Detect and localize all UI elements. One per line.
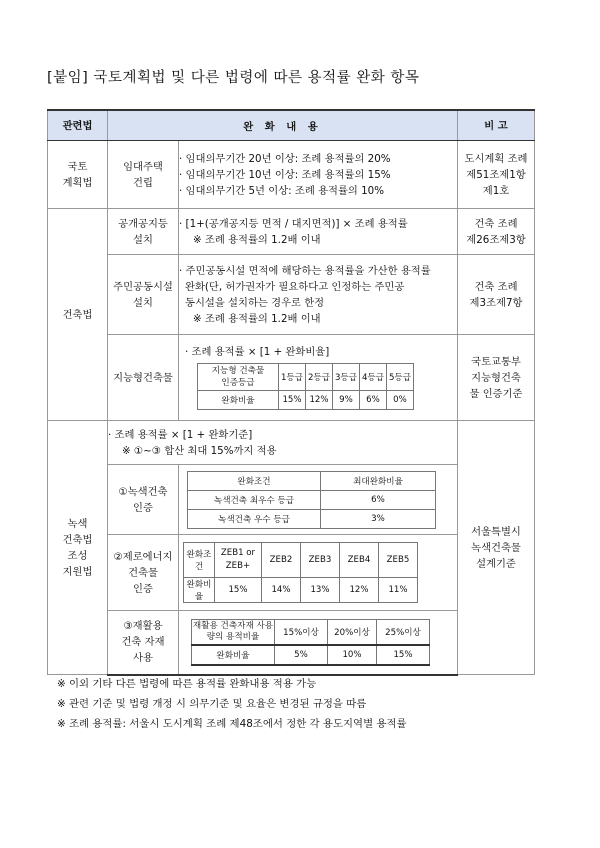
grade-cell: ZEB5 xyxy=(379,543,418,578)
content-line: · 임대의무기간 20년 이상: 조례 용적률의 20% xyxy=(179,152,391,165)
content-cell xyxy=(179,465,458,535)
note-text: 건축 조례 xyxy=(474,280,518,293)
content-cell xyxy=(179,335,458,421)
item-text: 건립 xyxy=(133,176,153,189)
item-text: 공개공지등 xyxy=(118,217,168,230)
recycled-material-table xyxy=(191,619,430,666)
item-cell xyxy=(108,255,179,335)
item-text: 사용 xyxy=(133,652,153,665)
rate-cell: 11% xyxy=(379,578,418,603)
header-note: 비 고 xyxy=(458,110,535,141)
rate-cell: 6% xyxy=(321,490,436,509)
note-text: 제1호 xyxy=(482,184,510,197)
footnotes xyxy=(57,674,407,734)
law-cell xyxy=(48,421,108,675)
content-line: ※ ①~③ 합산 최대 15%까지 적용 xyxy=(122,444,277,457)
green-cert-table xyxy=(187,471,436,529)
item-text: 건축 자재 xyxy=(121,636,165,649)
sub-header: 최대완화비율 xyxy=(321,471,436,490)
grade-cell: 20%이상 xyxy=(328,619,377,645)
content-cell xyxy=(179,209,458,255)
grade-cell: ZEB1 or ZEB+ xyxy=(215,543,262,578)
law-cell: 건축법 xyxy=(48,209,108,421)
rate-cell: 12% xyxy=(340,578,379,603)
rate-cell: 0% xyxy=(387,390,414,409)
table-row xyxy=(48,335,535,421)
relaxation-table xyxy=(47,109,535,676)
item-cell xyxy=(108,535,179,611)
law-text: 조성 xyxy=(67,549,88,562)
table-row xyxy=(48,209,535,255)
grade-cell: 5등급 xyxy=(387,363,414,390)
note-text: 도시계획 조례 xyxy=(464,152,528,165)
sub-header: 완화조건 xyxy=(188,471,321,490)
note-text: 국토교통부 xyxy=(471,355,521,368)
header-content: 완 화 내 용 xyxy=(108,110,458,141)
item-text: ③재활용 xyxy=(123,620,163,633)
sub-row-label: 녹색건축 우수 등급 xyxy=(188,509,321,528)
grade-cell: 3등급 xyxy=(333,363,360,390)
item-cell xyxy=(108,465,179,535)
content-line: ※ 조례 용적률의 1.2배 이내 xyxy=(193,233,321,246)
item-cell xyxy=(108,209,179,255)
note-cell xyxy=(458,335,535,421)
note-cell xyxy=(458,421,535,675)
note-text: 건축 조례 xyxy=(474,217,518,230)
item-text: 인증 xyxy=(133,501,153,514)
content-cell xyxy=(108,421,458,465)
rate-cell: 10% xyxy=(328,645,377,665)
rate-cell: 12% xyxy=(306,390,333,409)
content-line: · 임대의무기간 10년 이상: 조례 용적률의 15% xyxy=(179,168,391,181)
sub-header xyxy=(198,363,279,390)
sub-row-label: 완화비율 xyxy=(198,390,279,409)
item-text: 임대주택 xyxy=(123,160,163,173)
sub-row-label: 완화조건 xyxy=(184,543,215,578)
table-row xyxy=(48,255,535,335)
content-line: · 조례 용적률 × [1 + 완화기준] xyxy=(108,428,253,441)
law-text: 건축법 xyxy=(62,533,93,546)
item-text: ②제로에너지 xyxy=(113,550,173,563)
rate-cell: 15% xyxy=(215,578,262,603)
content-line: · 조례 용적률 × [1 + 완화비율] xyxy=(185,345,330,358)
item-text: 건축물 xyxy=(128,566,158,579)
sub-header-text: 인증등급 xyxy=(221,377,255,388)
note-text: 설계기준 xyxy=(476,557,516,570)
grade-cell: ZEB3 xyxy=(301,543,340,578)
content-line: ※ 조례 용적률의 1.2배 이내 xyxy=(193,312,321,325)
rate-cell: 3% xyxy=(321,509,436,528)
note-text: 물 인증기준 xyxy=(469,387,523,400)
rate-cell: 13% xyxy=(301,578,340,603)
content-cell xyxy=(179,611,458,675)
note-cell xyxy=(458,209,535,255)
sub-row-label: 재활용 건축자재 사용량의 용적비율 xyxy=(192,619,275,645)
item-cell xyxy=(108,141,179,209)
item-text: 인증 xyxy=(133,582,153,595)
content-cell xyxy=(179,535,458,611)
table-header-row xyxy=(48,110,535,141)
rate-cell: 9% xyxy=(333,390,360,409)
item-text: 설치 xyxy=(133,233,153,246)
content-line: 동시설을 설치하는 경우로 한정 xyxy=(185,296,325,309)
content-cell xyxy=(179,255,458,335)
footnote: ※ 이외 기타 다른 법령에 따른 용적률 완화내용 적용 가능 xyxy=(57,678,317,690)
content-line: · 주민공동시설 면적에 해당하는 용적률을 가산한 용적률 xyxy=(179,264,431,277)
grade-cell: ZEB2 xyxy=(262,543,301,578)
rate-cell: 5% xyxy=(275,645,328,665)
item-text: 설치 xyxy=(133,296,153,309)
note-text: 제51조제1항 xyxy=(466,168,526,181)
rate-cell: 15% xyxy=(377,645,430,665)
grade-cell: 4등급 xyxy=(360,363,387,390)
law-text: 국토 xyxy=(67,160,88,173)
note-text: 서울특별시 xyxy=(471,525,521,538)
note-cell xyxy=(458,255,535,335)
footnote: ※ 관련 기준 및 법령 개정 시 의무기준 및 요율은 변경된 규정을 따름 xyxy=(57,698,367,710)
smart-building-table xyxy=(197,363,414,410)
content-line: · [1+(공개공지등 면적 / 대지면적)] × 조례 용적률 xyxy=(179,217,408,230)
sub-row-label: 녹색건축 최우수 등급 xyxy=(188,490,321,509)
item-text: ①녹색건축 xyxy=(118,485,168,498)
sub-row-label: 완화비율 xyxy=(192,645,275,665)
rate-cell: 15% xyxy=(279,390,306,409)
law-text: 녹색 xyxy=(67,517,88,530)
grade-cell: 2등급 xyxy=(306,363,333,390)
note-text: 녹색건축물 xyxy=(471,541,521,554)
law-cell xyxy=(48,141,108,209)
table-row xyxy=(48,141,535,209)
law-text: 계획법 xyxy=(62,176,93,189)
rate-cell: 6% xyxy=(360,390,387,409)
content-line: · 임대의무기간 5년 이상: 조례 용적률의 10% xyxy=(179,184,385,197)
item-cell: 지능형건축물 xyxy=(108,335,179,421)
header-law: 관련법 xyxy=(48,110,108,141)
grade-cell: 15%이상 xyxy=(275,619,328,645)
note-cell xyxy=(458,141,535,209)
page-title: [붙임] 국토계획법 및 다른 법령에 따른 용적률 완화 항목 xyxy=(47,70,420,86)
law-text: 지원법 xyxy=(62,565,93,578)
grade-cell: ZEB4 xyxy=(340,543,379,578)
sub-header-text: 지능형 건축물 xyxy=(211,365,265,376)
note-text: 지능형건축 xyxy=(471,371,521,384)
content-cell xyxy=(179,141,458,209)
footnote: ※ 조례 용적률: 서울시 도시계획 조례 제48조에서 정한 각 용도지역별 용적률 xyxy=(57,718,407,730)
note-text: 제26조제3항 xyxy=(466,233,526,246)
grade-cell: 1등급 xyxy=(279,363,306,390)
zero-energy-table xyxy=(183,542,418,603)
note-text: 제3조제7항 xyxy=(469,296,523,309)
sub-row-label: 완화비율 xyxy=(184,578,215,603)
grade-cell: 25%이상 xyxy=(377,619,430,645)
item-cell xyxy=(108,611,179,675)
table-row xyxy=(48,421,535,465)
rate-cell: 14% xyxy=(262,578,301,603)
item-text: 주민공동시설 xyxy=(113,280,173,293)
content-line: 완화(단, 허가권자가 필요하다고 인정하는 주민공 xyxy=(185,280,405,293)
